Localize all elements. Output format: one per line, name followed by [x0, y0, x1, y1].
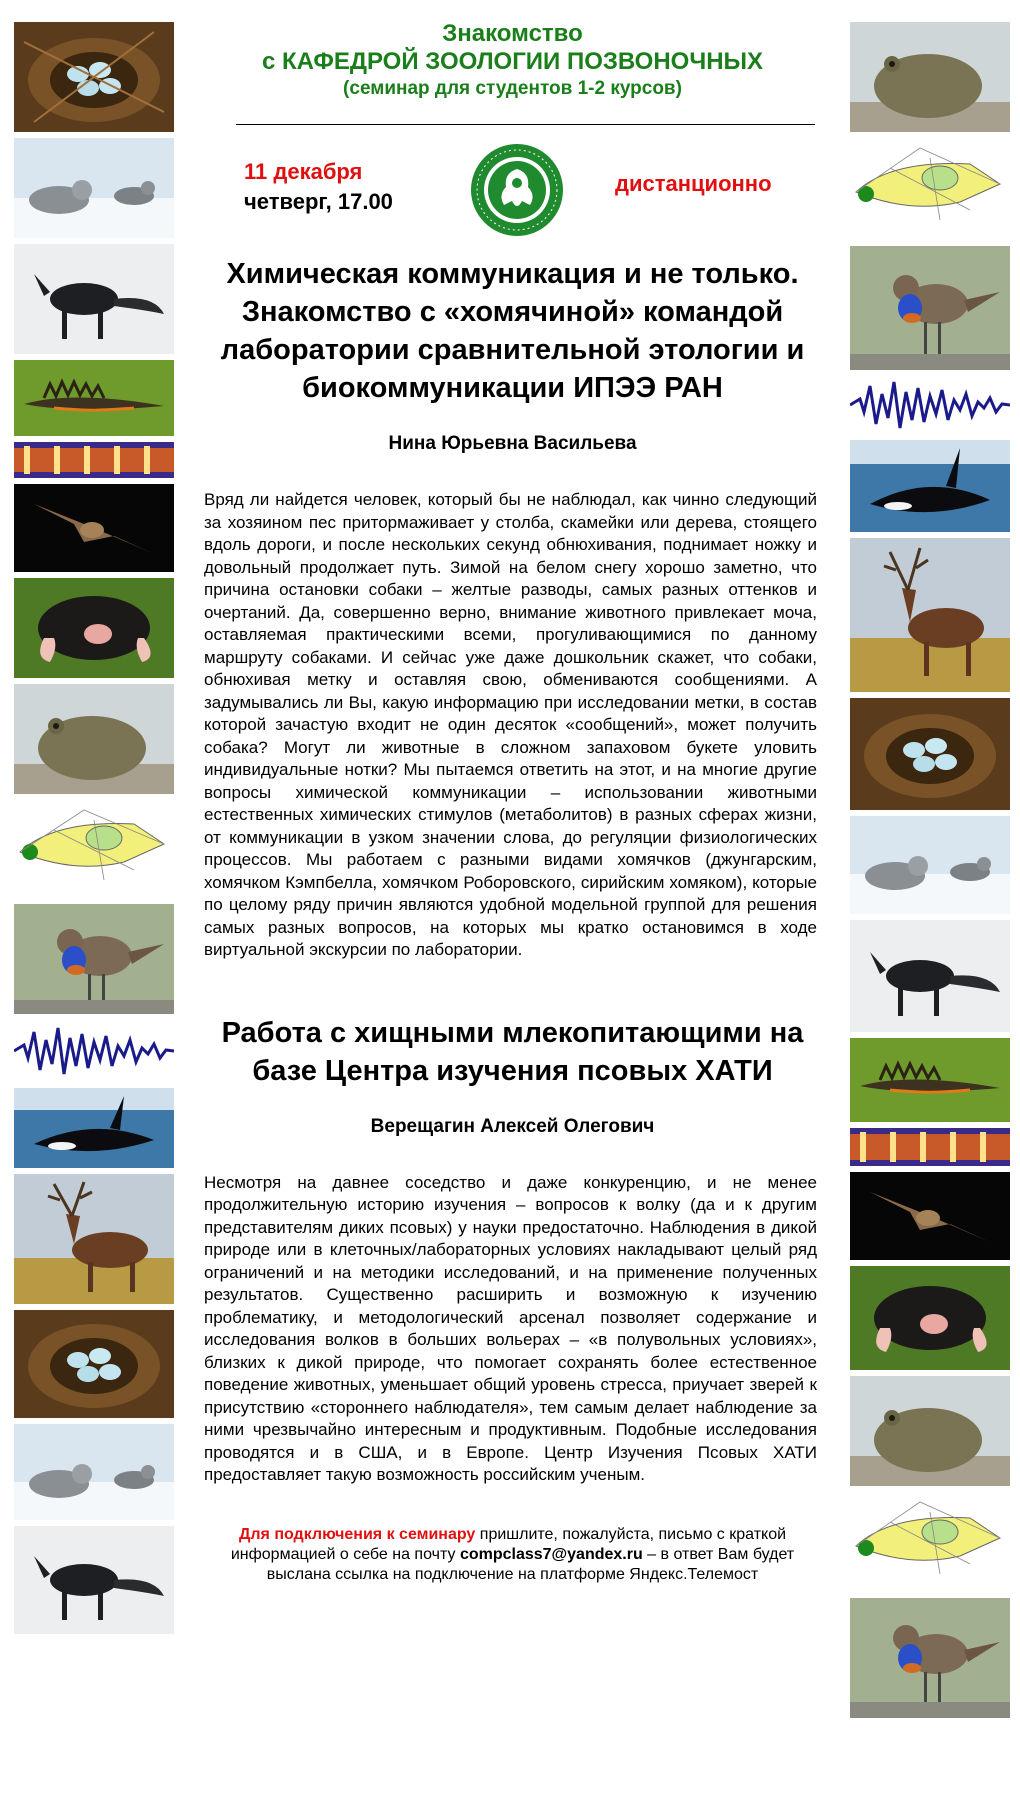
bat-photo-r: [850, 1172, 1010, 1260]
skull-diagram-image-r2: [850, 1492, 1010, 1592]
talk2-speaker: Верещагин Алексей Олегович: [370, 1115, 655, 1137]
talk1-abstract: Вряд ли найдется человек, который бы не наблюдал, как чинно следующий за хозяином пес притормаживает у столба, скамейки или дерева, стоящего вдоль дороги, и после нескольких секунд обнюхивания, поднимает ножку и довольный продолжает путь. Зимой на белом снегу хорошо заметно, что причина остановки собаки – желтые разводы, самых разных оттенков и очертаний. Да, совершенно верно, внимание животного привлекает моча, оставляемая практическими всеми, прогуливающимися по данному маршруту собаками. И сейчас уже даже дошкольник скажет, что собаки, обнюхивая метку и оставляя свою, обмениваются сообщениями. А задумывались ли Вы, какую информацию при исследовании метки, в состав которой зачастую входит не один десяток «сообщений», может получить собака? Могут ли животные в сложном запаховом букете уловить индивидуальные нотки? Мы пытаемся ответить на этот, и на многие другие вопросы химической коммуникации – использовании животными естественных химических стимулов (метаболитов) в разных сферах жизни, от коммуникации в узком значении слова, до регуляции физиологических процессов. Мы работаем с разными видами хомячков (джунгарским, хомячком Кэмпбелла, хомячком Роборовского, сирийским хомяком), которые по целому ряду причин являются удобной модельной группой для решения самых разных вопросов, на которых мы кратко остановимся в ходе виртуальной экскурсии по лаборатории.: [204, 490, 817, 959]
mole-photo-r: [850, 1266, 1010, 1370]
waveform-image: [14, 1020, 174, 1082]
header-line-3: (семинар для студентов 1-2 курсов): [343, 78, 682, 99]
header: [200, 20, 825, 102]
sonogram-image-r: [850, 1128, 1010, 1166]
left-image-column: [14, 22, 174, 1640]
footer-text-2: – в ответ Вам будет выслана ссылка на подключение на платформе Яндекс.Телемост: [266, 1545, 795, 1583]
toad-photo-r: [850, 22, 1010, 132]
orca-photo: [14, 1088, 174, 1168]
seals-photo: [14, 138, 174, 238]
arctic-fox-photo: [14, 244, 174, 354]
bluethroat-photo: [14, 904, 174, 1014]
skull-diagram-image: [14, 800, 174, 898]
talk1-speaker: Нина Юрьевна Васильева: [388, 433, 637, 454]
skull-diagram-image-r: [850, 138, 1010, 240]
sonogram-image: [14, 442, 174, 478]
seals-photo-2: [14, 1424, 174, 1520]
talk2-title: Работа с хищными млекопитающими на базе Центра изучения псовых ХАТИ: [221, 1016, 804, 1087]
contact-email[interactable]: compclass7@yandex.ru: [459, 1545, 643, 1563]
event-format: дистанционно: [615, 171, 772, 196]
red-deer-photo-r: [850, 538, 1010, 692]
arctic-fox-photo-2: [14, 1526, 174, 1634]
event-info: [200, 125, 825, 245]
event-datetime: [244, 157, 393, 217]
orca-photo-r: [850, 440, 1010, 532]
toad-photo: [14, 684, 174, 794]
talk2-abstract: Несмотря на давнее соседство и даже конкуренцию, и не менее продолжительную историю изучения – вопросов к волку (да и к другим представителям диких псовых) у науки предостаточно. Наблюдения в дикой природе или в клеточных/лабораторных условиях накладывают целый ряд ограничений и на методики исследований, и на применение полученных результатов. Существенно расширить и возможную к изучению проблематику, и методологический арсенал позволяет содержание и исследования волков в больших вольерах – «в полувольных условиях», близких к дикой природе, что помогает сохранять более естественное поведение животных, уменьшает общий уровень стресса, приучает зверей к присутствию «стороннего наблюдателя», тем самым делает наблюдение за ними чрезвычайно интересным и продуктивным. Подобные исследования проводятся и в США, и в Европе. Центр Изучения Псовых ХАТИ предоставляет такую возможность российским ученым.: [204, 1172, 817, 1484]
talk1-title: Химическая коммуникация и не только. Знакомство с «хомячиной» командой лаборатории сравнительной этологии и биокоммуникации ИПЭЭ РАН: [220, 258, 805, 404]
footer-lead: Для подключения к семинару: [238, 1525, 476, 1543]
right-image-column: [850, 22, 1010, 1724]
nest-eggs-photo-2: [14, 1310, 174, 1418]
nest-eggs-photo-r: [850, 698, 1010, 810]
footer-note: [200, 1525, 825, 1585]
toad-photo-r2: [850, 1376, 1010, 1486]
bat-photo: [14, 484, 174, 572]
arctic-fox-photo-r: [850, 920, 1010, 1032]
newt-photo-r: [850, 1038, 1010, 1122]
footer-text-1: пришлите, пожалуйста, письмо с краткой информацией о себе на почту: [230, 1525, 787, 1563]
event-time: четверг, 17.00: [244, 189, 393, 214]
header-line-1: Знакомство: [442, 20, 583, 47]
main-content: [200, 20, 825, 1585]
nest-eggs-photo: [14, 22, 174, 132]
seals-photo-r: [850, 816, 1010, 914]
event-date: 11 декабря: [244, 159, 363, 184]
mole-photo: [14, 578, 174, 678]
header-line-2: с КАФЕДРОЙ ЗООЛОГИИ ПОЗВОНОЧНЫХ: [261, 48, 764, 75]
department-logo: [470, 143, 564, 237]
red-deer-photo: [14, 1174, 174, 1304]
bluethroat-photo-r2: [850, 1598, 1010, 1718]
bluethroat-photo-r: [850, 246, 1010, 370]
newt-photo: [14, 360, 174, 436]
waveform-image-r: [850, 376, 1010, 434]
